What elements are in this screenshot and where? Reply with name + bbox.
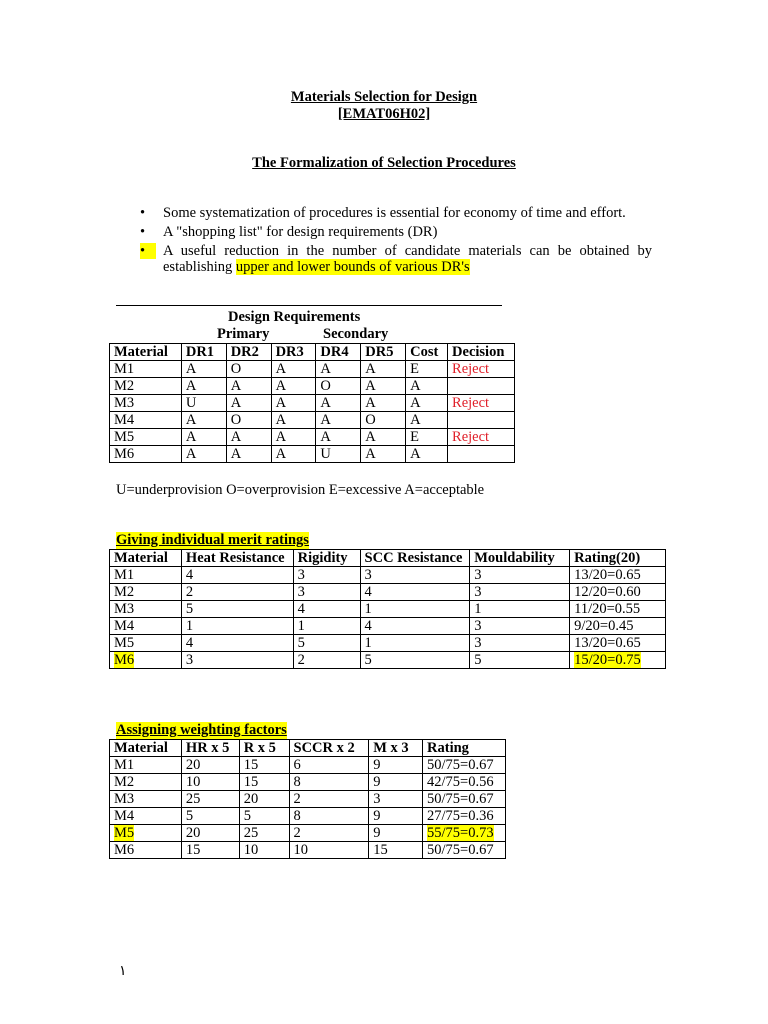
table-cell: M3 (110, 395, 182, 412)
bullet-icon: • (140, 243, 156, 259)
table-header-row (110, 550, 666, 567)
table-cell: A (181, 361, 226, 378)
dr-table-body (110, 361, 515, 463)
table-cell: 3 (181, 652, 293, 669)
table-cell: M5 (110, 635, 182, 652)
table-row (110, 635, 666, 652)
table-cell: U (181, 395, 226, 412)
table-cell: 15 (181, 842, 239, 859)
column-header: DR3 (271, 344, 316, 361)
table-cell: 10 (239, 842, 289, 859)
table-cell: M2 (110, 378, 182, 395)
table-cell (570, 652, 666, 669)
table-cell: M3 (110, 601, 182, 618)
table-row (110, 842, 506, 859)
table-cell: 3 (470, 567, 570, 584)
table-cell: 1 (293, 618, 360, 635)
table-row (110, 808, 506, 825)
design-requirements-table (109, 343, 515, 463)
table-cell: O (226, 361, 271, 378)
table-cell: 20 (181, 757, 239, 774)
table-cell: M4 (110, 808, 182, 825)
table-cell: 8 (289, 808, 369, 825)
column-header: SCCR x 2 (289, 740, 369, 757)
table-cell: 15 (239, 757, 289, 774)
table-cell: A (316, 395, 361, 412)
table-cell: 9 (369, 825, 423, 842)
highlighted-cell-text: M5 (114, 825, 135, 841)
table-cell: 50/75=0.67 (423, 842, 506, 859)
table-row (110, 567, 666, 584)
bullet-item (140, 243, 652, 275)
table-row (110, 361, 515, 378)
table-cell: 13/20=0.65 (570, 635, 666, 652)
table-cell: Reject (448, 395, 515, 412)
table-cell (110, 652, 182, 669)
table-cell: 4 (293, 601, 360, 618)
table-cell: A (181, 378, 226, 395)
column-header: Rigidity (293, 550, 360, 567)
table-cell: A (316, 429, 361, 446)
table-cell: 10 (289, 842, 369, 859)
column-header: SCC Resistance (360, 550, 470, 567)
document-title: Materials Selection for Design (290, 89, 478, 105)
highlighted-cell-text: M6 (114, 652, 135, 668)
table-cell: 5 (181, 601, 293, 618)
table-cell: 1 (360, 635, 470, 652)
column-header: DR2 (226, 344, 271, 361)
highlighted-cell-text: 15/20=0.75 (574, 652, 641, 668)
highlighted-cell-text: 55/75=0.73 (427, 825, 494, 841)
table-header-row (110, 740, 506, 757)
table-cell: E (406, 361, 448, 378)
table-row (110, 378, 515, 395)
column-header: Cost (406, 344, 448, 361)
column-header: DR4 (316, 344, 361, 361)
table-header-row (110, 344, 515, 361)
table-cell: M4 (110, 618, 182, 635)
table-cell: A (271, 361, 316, 378)
table-cell: 6 (289, 757, 369, 774)
table-cell: M5 (110, 429, 182, 446)
bullet-item (140, 205, 652, 221)
table-cell: A (271, 395, 316, 412)
table-cell: A (271, 378, 316, 395)
course-code: [EMAT06H02] (337, 106, 431, 122)
table-cell (110, 825, 182, 842)
table-row (110, 601, 666, 618)
legend-text: U=underprovision O=overprovision E=excessive A=acceptable (116, 482, 485, 498)
table-cell: 2 (289, 825, 369, 842)
table-cell: A (181, 412, 226, 429)
table-cell: 42/75=0.56 (423, 774, 506, 791)
column-header: Material (110, 740, 182, 757)
table-cell: A (226, 446, 271, 463)
table-cell: 3 (470, 635, 570, 652)
table-cell: 3 (360, 567, 470, 584)
table-cell: 12/20=0.60 (570, 584, 666, 601)
table-cell: 9 (369, 808, 423, 825)
column-header: HR x 5 (181, 740, 239, 757)
table-cell: A (271, 446, 316, 463)
table-cell: M6 (110, 842, 182, 859)
bullet-text: A "shopping list" for design requirements (DR) (163, 224, 438, 240)
merit-table-body (110, 567, 666, 669)
table-cell: M1 (110, 757, 182, 774)
table-cell: 3 (293, 584, 360, 601)
table-row (110, 395, 515, 412)
weight-table-title: Assigning weighting factors (116, 722, 287, 738)
table-cell: 10 (181, 774, 239, 791)
bullet-text: Some systematization of procedures is essential for economy of time and effort. (163, 205, 626, 221)
table-cell: Reject (448, 429, 515, 446)
table-cell: 50/75=0.67 (423, 791, 506, 808)
table-cell: 1 (470, 601, 570, 618)
bullet-text: A useful reduction in the number of candidate materials can be obtained by establishing (163, 243, 652, 275)
table-cell: M1 (110, 361, 182, 378)
table-cell: O (226, 412, 271, 429)
table-cell: 9/20=0.45 (570, 618, 666, 635)
table-cell: 1 (360, 601, 470, 618)
table-row (110, 652, 666, 669)
table-cell: A (406, 412, 448, 429)
table-cell: 4 (181, 567, 293, 584)
table-cell: 50/75=0.67 (423, 757, 506, 774)
table-cell: O (316, 378, 361, 395)
table-cell: A (316, 412, 361, 429)
table-cell: A (361, 446, 406, 463)
table-cell: M6 (110, 446, 182, 463)
table-cell: A (226, 378, 271, 395)
table-cell: 4 (360, 618, 470, 635)
table-cell: Reject (448, 361, 515, 378)
table-cell: A (361, 429, 406, 446)
table-cell: 5 (239, 808, 289, 825)
table-cell: 25 (181, 791, 239, 808)
table-cell: E (406, 429, 448, 446)
section-subtitle: The Formalization of Selection Procedures (252, 155, 516, 171)
table-row (110, 584, 666, 601)
table-cell: 3 (470, 618, 570, 635)
table-cell: M2 (110, 774, 182, 791)
highlighted-text: upper and lower bounds of various DR's (235, 259, 470, 275)
table-row (110, 791, 506, 808)
column-header: Rating(20) (570, 550, 666, 567)
table-cell: 4 (181, 635, 293, 652)
table-cell: A (406, 378, 448, 395)
table-cell: 9 (369, 774, 423, 791)
table-row (110, 446, 515, 463)
table-row (110, 757, 506, 774)
table-cell: M4 (110, 412, 182, 429)
table-cell: A (406, 395, 448, 412)
table-cell: 11/20=0.55 (570, 601, 666, 618)
table-cell: 5 (470, 652, 570, 669)
column-header: M x 3 (369, 740, 423, 757)
table-cell: A (316, 361, 361, 378)
table-cell: 8 (289, 774, 369, 791)
table-row (110, 429, 515, 446)
column-header: Rating (423, 740, 506, 757)
table-cell: 2 (289, 791, 369, 808)
table-cell: U (316, 446, 361, 463)
table-cell: 5 (293, 635, 360, 652)
table-row (110, 774, 506, 791)
weighting-factors-table (109, 739, 506, 859)
table-cell: 20 (181, 825, 239, 842)
table-cell: A (406, 446, 448, 463)
table-cell (448, 446, 515, 463)
table-cell: A (361, 361, 406, 378)
table-cell (448, 412, 515, 429)
column-header: Decision (448, 344, 515, 361)
bullet-icon: • (140, 224, 146, 240)
table-cell: 15 (239, 774, 289, 791)
table-cell (448, 378, 515, 395)
table-cell: O (361, 412, 406, 429)
table-cell: 13/20=0.65 (570, 567, 666, 584)
table-cell: 2 (293, 652, 360, 669)
merit-table-title: Giving individual merit ratings (116, 532, 309, 548)
merit-ratings-table (109, 549, 666, 669)
table-row (110, 825, 506, 842)
table-cell: A (361, 395, 406, 412)
table-cell (423, 825, 506, 842)
column-header: Mouldability (470, 550, 570, 567)
table-cell: 3 (293, 567, 360, 584)
column-header: Heat Resistance (181, 550, 293, 567)
table-cell: 2 (181, 584, 293, 601)
table-cell: 15 (369, 842, 423, 859)
weight-table-body (110, 757, 506, 859)
table-cell: 27/75=0.36 (423, 808, 506, 825)
table-cell: A (271, 412, 316, 429)
table-cell: 3 (470, 584, 570, 601)
table-cell: 4 (360, 584, 470, 601)
table-cell: 5 (181, 808, 239, 825)
table-cell: M2 (110, 584, 182, 601)
bullet-icon: • (140, 205, 146, 221)
table-cell: 9 (369, 757, 423, 774)
table-row (110, 618, 666, 635)
dr-primary-label: Primary (217, 326, 270, 342)
table-cell: 3 (369, 791, 423, 808)
divider-line (116, 305, 502, 306)
table-cell: 25 (239, 825, 289, 842)
table-cell: M3 (110, 791, 182, 808)
column-header: Material (110, 344, 182, 361)
table-cell: A (361, 378, 406, 395)
table-cell: A (181, 446, 226, 463)
column-header: DR1 (181, 344, 226, 361)
bullet-item (140, 224, 652, 240)
table-cell: 20 (239, 791, 289, 808)
table-cell: 1 (181, 618, 293, 635)
table-cell: 5 (360, 652, 470, 669)
table-cell: M1 (110, 567, 182, 584)
column-header: DR5 (361, 344, 406, 361)
table-cell: A (226, 395, 271, 412)
dr-table-heading: Design Requirements (228, 309, 361, 325)
dr-secondary-label: Secondary (323, 326, 389, 342)
table-cell: A (271, 429, 316, 446)
column-header: Material (110, 550, 182, 567)
table-row (110, 412, 515, 429)
page-number: ١ (119, 964, 127, 979)
bullet-list (140, 205, 652, 278)
column-header: R x 5 (239, 740, 289, 757)
table-cell: A (181, 429, 226, 446)
table-cell: A (226, 429, 271, 446)
